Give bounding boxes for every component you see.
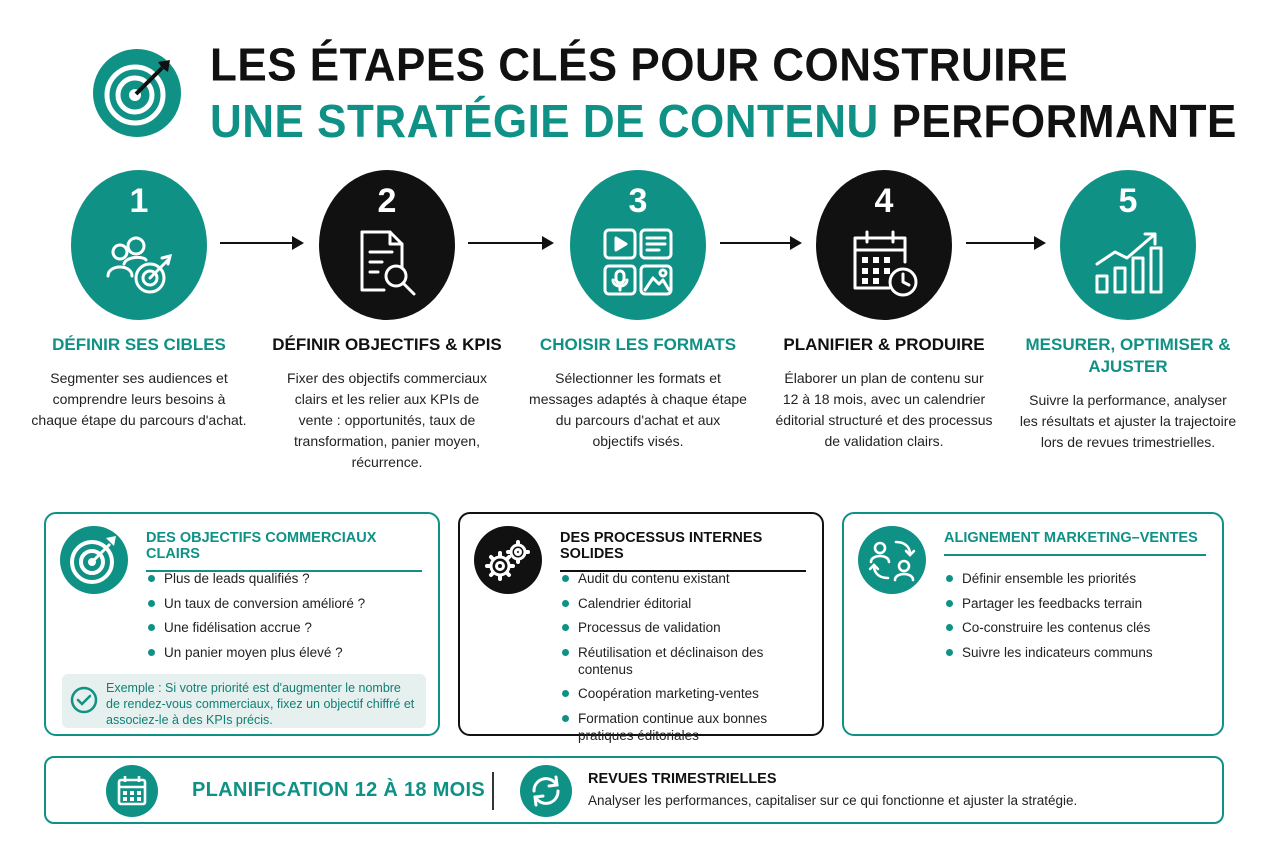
step-5 [1003, 170, 1253, 453]
step-3-circle [570, 170, 706, 320]
check-circle-icon [70, 686, 98, 714]
list-item: Une fidélisation accrue ? [146, 619, 428, 636]
step-title: DÉFINIR SES CIBLES [52, 335, 226, 354]
step-1-circle [71, 170, 207, 320]
step-4 [759, 170, 1009, 452]
list-item: Co-construire les contenus clés [944, 619, 1212, 636]
calendar-clock-icon [849, 228, 919, 298]
divider [492, 772, 494, 810]
list-item: Partager les feedbacks terrain [944, 595, 1212, 612]
step-description: Suivre la performance, analyser les résultats et ajuster la trajectoire lors de revues trimestrielles. [1019, 392, 1237, 450]
example-text: Exemple : Si votre priorité est d'augmenter le nombre de rendez-vous commerciaux, fixez un objectif chiffré et associez-le à des KPIs précis. [106, 681, 415, 727]
reviews-description: Analyser les performances, capitaliser sur ce qui fonctionne et ajuster la stratégie. [588, 793, 1078, 808]
target-icon [60, 526, 128, 594]
people-exchange-icon [858, 526, 926, 594]
calendar-icon [106, 765, 158, 817]
alignment-list [944, 570, 1212, 668]
planning-label: PLANIFICATION 12 À 18 MOIS [192, 779, 486, 801]
step-5-circle [1060, 170, 1196, 320]
document-search-icon [352, 228, 422, 298]
target-arrow-icon [92, 48, 182, 138]
list-item: Coopération marketing-ventes [560, 685, 812, 702]
example-callout [62, 674, 426, 728]
objectives-list [146, 570, 428, 668]
alignment-box [842, 512, 1224, 736]
processes-title: DES PROCESSUS INTERNES SOLIDES [560, 530, 806, 572]
list-item: Définir ensemble les priorités [944, 570, 1212, 587]
list-item: Un panier moyen plus élevé ? [146, 644, 428, 661]
step-title: PLANIFIER & PRODUIRE [783, 335, 985, 354]
objectives-box [44, 512, 440, 736]
list-item: Processus de validation [560, 619, 812, 636]
objectives-title: DES OBJECTIFS COMMERCIAUX CLAIRS [146, 530, 422, 572]
content-formats-icon [603, 228, 673, 298]
processes-box [458, 512, 824, 743]
step-description: Fixer des objectifs commerciaux clairs et les relier aux KPIs de vente : opportunités, taux de transformation, panier moyen, récurrence. [287, 370, 487, 470]
step-2 [262, 170, 512, 473]
list-item: Formation continue aux bonnes pratiques éditoriales [560, 710, 812, 744]
step-number: 4 [874, 182, 894, 220]
step-number: 2 [377, 182, 397, 220]
step-1 [14, 170, 264, 431]
title-line-1: LES ÉTAPES CLÉS POUR CONSTRUIRE [210, 39, 1069, 91]
list-item: Réutilisation et déclinaison des contenus [560, 644, 812, 678]
step-title: DÉFINIR OBJECTIFS & KPIS [272, 335, 502, 354]
step-2-circle [319, 170, 455, 320]
page-title [210, 37, 1237, 150]
alignment-title: ALIGNEMENT MARKETING–VENTES [944, 530, 1206, 556]
reviews-title: REVUES TRIMESTRIELLES [588, 771, 777, 787]
step-number: 5 [1118, 182, 1138, 220]
step-description: Élaborer un plan de contenu sur 12 à 18 mois, avec un calendrier éditorial structuré et des processus de validation clairs. [775, 370, 993, 449]
audience-target-icon [104, 228, 174, 298]
title-line-2-rest: PERFORMANTE [891, 96, 1237, 148]
step-number: 1 [129, 182, 149, 220]
refresh-cycle-icon [520, 765, 572, 817]
list-item: Audit du contenu existant [560, 570, 812, 587]
step-title: MESURER, OPTIMISER & AJUSTER [1025, 335, 1231, 376]
step-description: Segmenter ses audiences et comprendre leurs besoins à chaque étape du parcours d'achat. [31, 370, 247, 428]
title-line-2-accent: UNE STRATÉGIE DE CONTENU [210, 96, 879, 148]
step-number: 3 [628, 182, 648, 220]
growth-chart-icon [1093, 228, 1163, 298]
list-item: Suivre les indicateurs communs [944, 644, 1212, 661]
list-item: Un taux de conversion amélioré ? [146, 595, 428, 612]
list-item: Plus de leads qualifiés ? [146, 570, 428, 587]
bottom-bar [44, 756, 1224, 824]
step-title: CHOISIR LES FORMATS [539, 335, 737, 354]
step-3 [513, 170, 763, 452]
step-4-circle [816, 170, 952, 320]
list-item: Calendrier éditorial [560, 595, 812, 612]
processes-list [560, 570, 812, 751]
gears-icon [474, 526, 542, 594]
step-description: Sélectionner les formats et messages adaptés à chaque étape du parcours d'achat et aux objectifs visés. [529, 370, 747, 449]
